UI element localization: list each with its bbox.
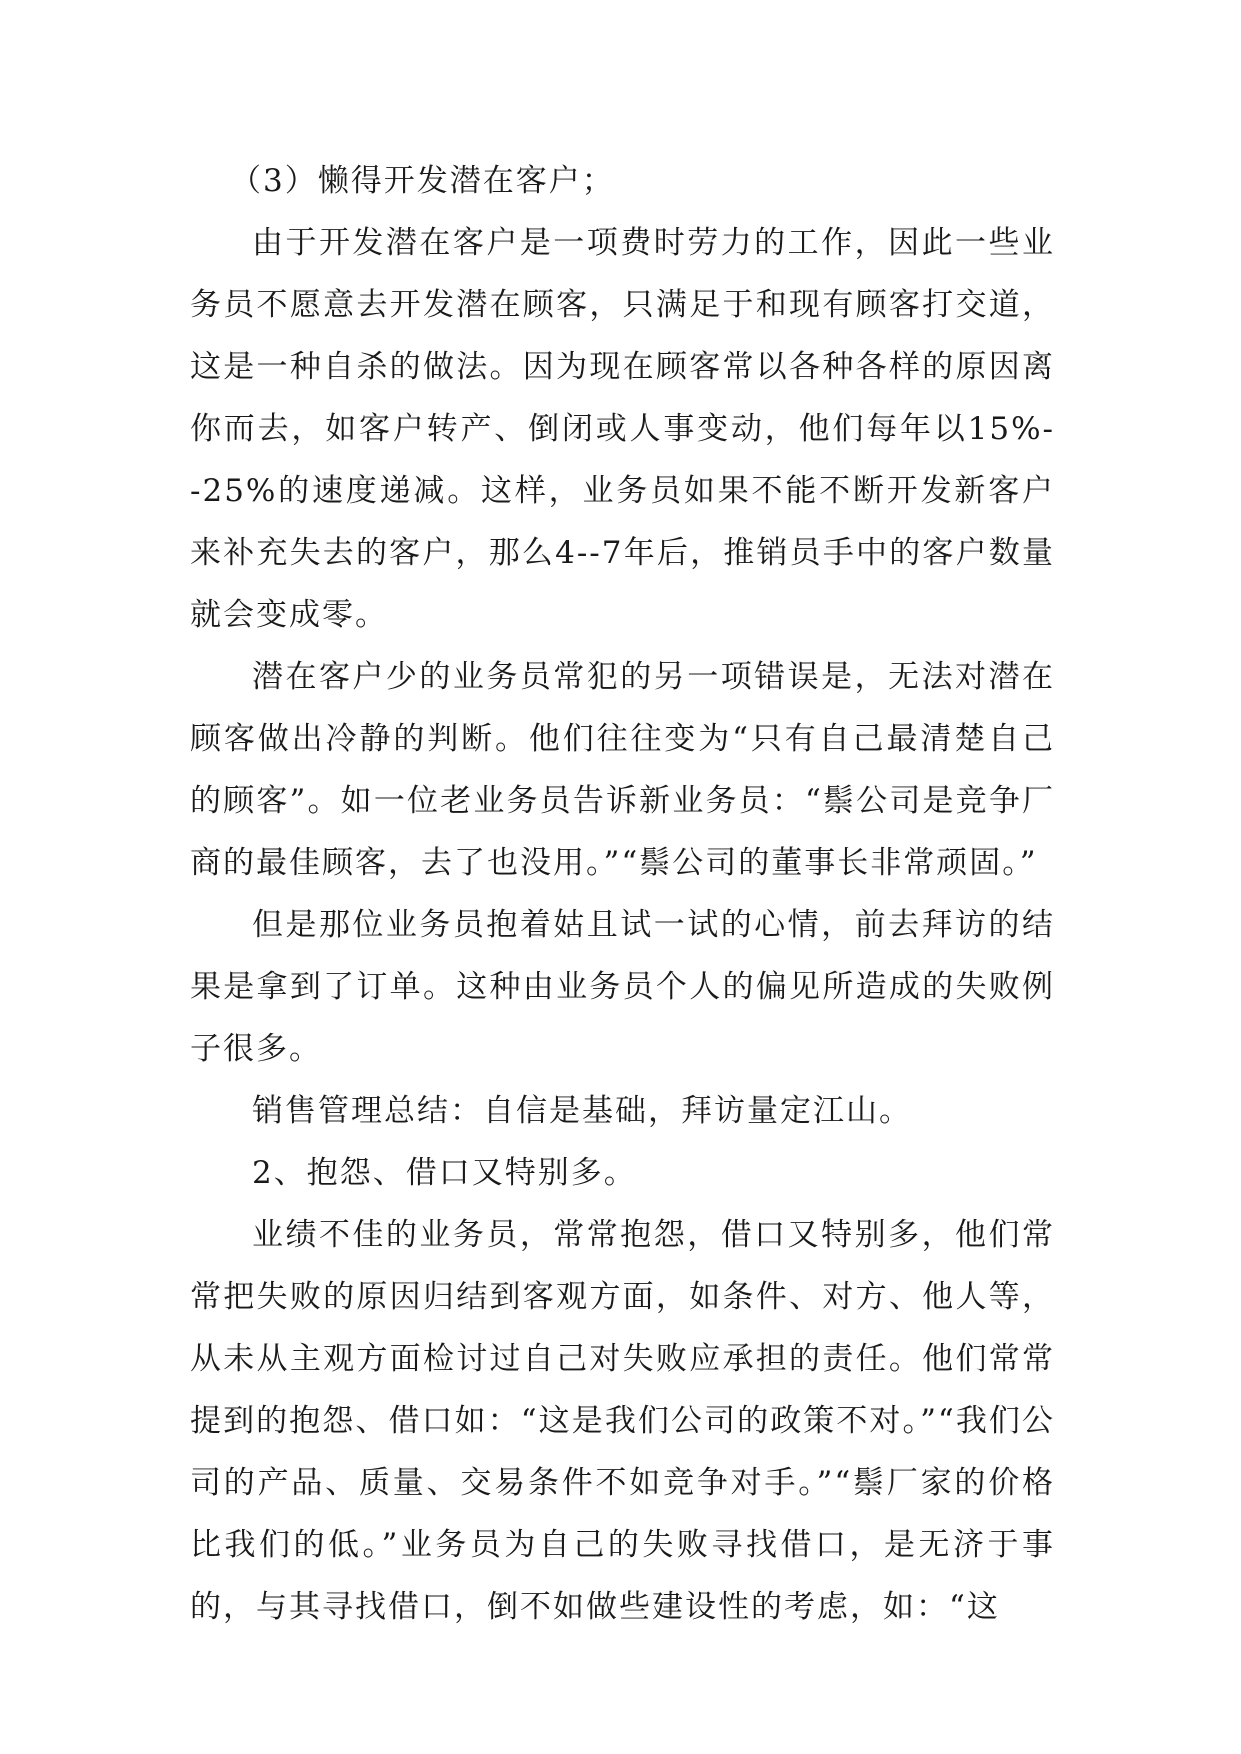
paragraph-complaints: 业绩不佳的业务员，常常抱怨，借口又特别多，他们常常把失败的原因归结到客观方面，如条件、对方、他人等，从未从主观方面检讨过自己对失败应承担的责任。他们常常提到的抱怨、借口如：“这是我们公司的政策不对。”“我们公司的产品、质量、交易条件不如竞争对手。”“鬃厂家的价格比我们的低。”业务员为自己的失败寻找借口，是无济于事的，与其寻找借口，倒不如做些建设性的考虑，如：“这 bbox=[190, 1217, 1055, 1625]
paragraph-prospecting-effort: 由于开发潜在客户是一项费时劳力的工作，因此一些业务员不愿意去开发潜在顾客，只满足于和现有顾客打交道，这是一种自杀的做法。因为现在顾客常以各种各样的原因离你而去，如客户转产、倒闭或人事变动，他们每年以15%--25%的速度递减。这样，业务员如果不能不断开发新客户来补充失去的客户，那么4--7年后，推销员手中的客户数量就会变成零。 bbox=[190, 225, 1055, 633]
paragraph-sales-summary: 销售管理总结：自信是基础，拜访量定江山。 bbox=[252, 1093, 912, 1129]
paragraph-misjudging-prospects: 潜在客户少的业务员常犯的另一项错误是，无法对潜在顾客做出冷静的判断。他们往往变为“只有自己最清楚自己的顾客”。如一位老业务员告诉新业务员：“鬃公司是竞争厂商的最佳顾客，去了也没用。”“鬃公司的董事长非常顽固。” bbox=[190, 659, 1055, 881]
document-body bbox=[190, 150, 1055, 1638]
subheading-lazy-prospecting: （3）懒得开发潜在客户； bbox=[230, 163, 615, 199]
paragraph-order-result: 但是那位业务员抱着姑且试一试的心情，前去拜访的结果是拿到了订单。这种由业务员个人的偏见所造成的失败例子很多。 bbox=[190, 907, 1055, 1067]
subheading-complaints-excuses: 2、抱怨、借口又特别多。 bbox=[252, 1155, 637, 1191]
